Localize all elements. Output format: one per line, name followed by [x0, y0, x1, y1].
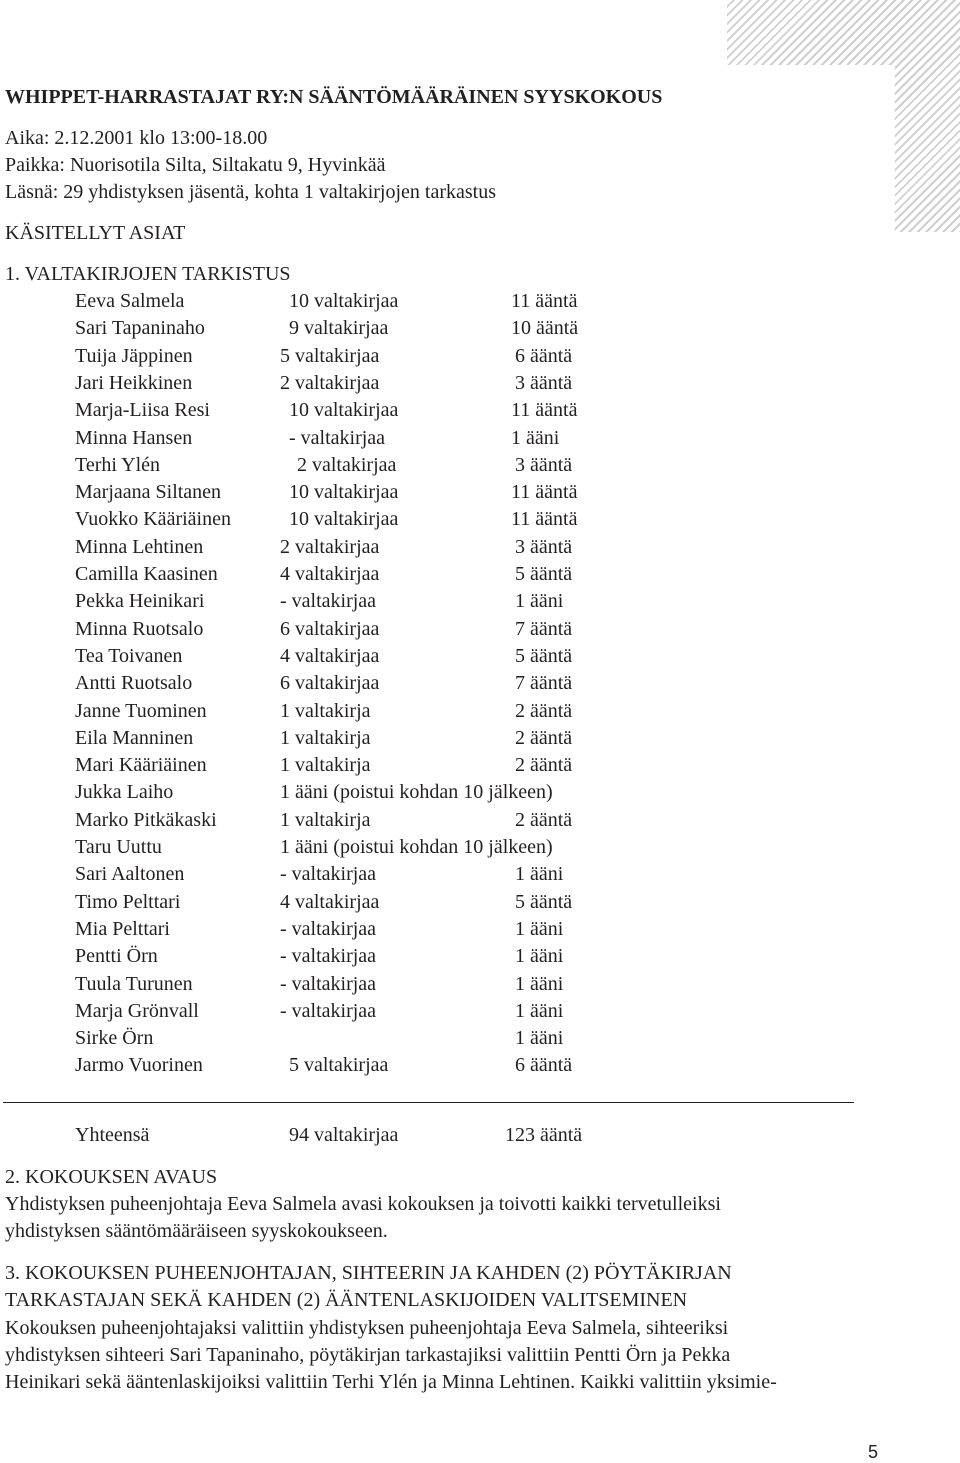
row-proxies: 10 valtakirjaa: [289, 508, 399, 531]
row-proxies: 4 valtakirjaa: [280, 563, 380, 585]
row-proxies: 2 valtakirjaa: [280, 535, 380, 558]
section3-heading-line2: TARKASTAJAN SEKÄ KAHDEN (2) ÄÄNTENLASKIJOIDEN VALITSEMINEN: [5, 1289, 688, 1311]
row-votes: 1 ääni: [515, 972, 564, 995]
section2-heading: 2. KOKOUKSEN AVAUS: [5, 1166, 218, 1188]
row-name: Mia Pelttari: [75, 917, 170, 940]
section3-heading-line1: 3. KOKOUKSEN PUHEENJOHTAJAN, SIHTEERIN JA KAHDEN (2) PÖYTÄKIRJAN: [5, 1262, 732, 1284]
row-name: Camilla Kaasinen: [75, 563, 218, 585]
table-row: [75, 315, 775, 342]
row-proxies: 1 valtakirja: [280, 699, 371, 722]
row-name: Jukka Laiho: [75, 781, 174, 804]
row-name: Janne Tuominen: [75, 699, 207, 722]
table-row: [75, 670, 775, 697]
table-row: [75, 752, 775, 779]
row-name: Eila Manninen: [75, 726, 194, 749]
table-row: [75, 561, 775, 588]
row-votes: 6 ääntä: [515, 1054, 573, 1077]
row-votes: 1 ääni: [515, 1027, 564, 1050]
section2-text-line2: yhdistyksen sääntömääräiseen syyskokoukseen.: [5, 1220, 388, 1242]
row-proxies: 2 valtakirjaa: [280, 371, 380, 394]
row-proxies: 1 ääni (poistui kohdan 10 jälkeen): [280, 836, 553, 858]
row-name: Marja-Liisa Resi: [75, 399, 210, 422]
total-votes: 123 ääntä: [505, 1124, 583, 1146]
meta-aika: Aika: 2.12.2001 klo 13:00-18.00: [5, 127, 268, 149]
row-votes: 11 ääntä: [511, 399, 578, 422]
row-votes: 2 ääntä: [515, 754, 573, 777]
row-proxies: 9 valtakirjaa: [289, 317, 389, 340]
row-proxies: 10 valtakirjaa: [289, 399, 399, 422]
corner-hatch-decoration: [727, 0, 960, 232]
row-name: Sirke Örn: [75, 1027, 154, 1050]
row-proxies: 10 valtakirjaa: [289, 290, 399, 312]
row-proxies: - valtakirjaa: [280, 999, 377, 1022]
row-votes: 2 ääntä: [515, 726, 573, 749]
row-proxies: 4 valtakirjaa: [280, 644, 380, 667]
row-proxies: 1 valtakirja: [280, 754, 371, 777]
row-proxies: - valtakirjaa: [280, 945, 377, 968]
row-name: Minna Hansen: [75, 426, 193, 449]
row-proxies: 4 valtakirjaa: [280, 890, 380, 913]
total-proxies: 94 valtakirjaa: [289, 1124, 399, 1146]
row-votes: 1 ääni: [515, 945, 564, 968]
row-proxies: 6 valtakirjaa: [280, 617, 380, 640]
page-number: 5: [868, 1442, 879, 1462]
row-name: Timo Pelttari: [75, 890, 181, 913]
table-row: [75, 943, 775, 970]
row-name: Sari Aaltonen: [75, 863, 185, 886]
table-row: [75, 397, 775, 424]
row-votes: 1 ääni: [515, 999, 564, 1022]
row-name: Taru Uuttu: [75, 836, 162, 858]
table-row: [75, 834, 775, 861]
row-proxies: 2 valtakirjaa: [297, 453, 397, 476]
row-votes: 1 ääni: [515, 917, 564, 940]
table-row: [75, 1052, 775, 1079]
table-row: [75, 588, 775, 615]
row-name: Mari Kääriäinen: [75, 754, 207, 777]
table-row: [75, 616, 775, 643]
meta-paikka: Paikka: Nuorisotila Silta, Siltakatu 9, Hyvinkää: [5, 154, 386, 176]
row-name: Antti Ruotsalo: [75, 672, 193, 695]
table-row: [75, 889, 775, 916]
row-votes: 10 ääntä: [511, 317, 579, 340]
row-name: Tuula Turunen: [75, 972, 193, 995]
table-row: [75, 807, 775, 834]
row-name: Vuokko Kääriäinen: [75, 508, 231, 531]
table-row: [75, 479, 775, 506]
meta-lasna: Läsnä: 29 yhdistyksen jäsentä, kohta 1 valtakirjojen tarkastus: [5, 181, 496, 203]
row-name: Jarmo Vuorinen: [75, 1054, 203, 1077]
section3-text-line1: Kokouksen puheenjohtajaksi valittiin yhdistyksen puheenjohtaja Eeva Salmela, sihteeriksi: [5, 1317, 729, 1339]
section1-heading: 1. VALTAKIRJOJEN TARKISTUS: [5, 263, 291, 285]
row-name: Eeva Salmela: [75, 290, 185, 312]
table-row: [75, 534, 775, 561]
row-proxies: - valtakirjaa: [289, 426, 386, 449]
row-proxies: 1 valtakirja: [280, 726, 371, 749]
row-votes: 1 ääni: [515, 590, 564, 613]
row-name: Tea Toivanen: [75, 644, 183, 667]
row-proxies: - valtakirjaa: [280, 590, 377, 613]
row-votes: 11 ääntä: [511, 290, 578, 312]
row-votes: 5 ääntä: [515, 644, 573, 667]
row-proxies: 5 valtakirjaa: [280, 344, 380, 367]
table-row: [75, 343, 775, 370]
total-label: Yhteensä: [75, 1124, 150, 1146]
row-name: Minna Lehtinen: [75, 535, 204, 558]
table-row: [75, 779, 775, 806]
row-proxies: 5 valtakirjaa: [289, 1054, 389, 1077]
row-proxies: - valtakirjaa: [280, 917, 377, 940]
row-votes: 7 ääntä: [515, 672, 573, 695]
row-votes: 7 ääntä: [515, 617, 573, 640]
table-row: [75, 643, 775, 670]
row-votes: 2 ääntä: [515, 699, 573, 722]
row-name: Minna Ruotsalo: [75, 617, 204, 640]
row-votes: 1 ääni: [511, 426, 560, 449]
section3-text-line3: Heinikari sekä ääntenlaskijoiksi valittiin Terhi Ylén ja Minna Lehtinen. Kaikki valittiin yksimie-: [5, 1371, 777, 1393]
row-proxies: 1 ääni (poistui kohdan 10 jälkeen): [280, 781, 553, 804]
row-votes: 11 ääntä: [511, 508, 578, 531]
row-name: Pentti Örn: [75, 945, 158, 968]
table-row: [75, 425, 775, 452]
row-votes: 1 ääni: [515, 863, 564, 886]
table-row: [75, 1025, 775, 1052]
table-row: [75, 698, 775, 725]
row-name: Marko Pitkäkaski: [75, 808, 217, 831]
table-row: [75, 452, 775, 479]
document-title: WHIPPET-HARRASTAJAT RY:N SÄÄNTÖMÄÄRÄINEN SYYSKOKOUS: [5, 86, 663, 108]
row-proxies: 1 valtakirja: [280, 808, 371, 831]
row-votes: 3 ääntä: [515, 453, 573, 476]
row-proxies: 10 valtakirjaa: [289, 481, 399, 504]
row-name: Sari Tapaninaho: [75, 317, 205, 340]
row-votes: 11 ääntä: [511, 481, 578, 504]
table-row: [75, 370, 775, 397]
total-divider: [3, 1102, 854, 1103]
table-row: [75, 861, 775, 888]
row-proxies: - valtakirjaa: [280, 972, 377, 995]
row-proxies: 6 valtakirjaa: [280, 672, 380, 695]
row-name: Marjaana Siltanen: [75, 481, 222, 504]
row-name: Marja Grönvall: [75, 999, 199, 1022]
table-row: [75, 725, 775, 752]
table-row: [75, 998, 775, 1025]
section-heading-kasitellyt: KÄSITELLYT ASIAT: [5, 222, 186, 244]
row-name: Tuija Jäppinen: [75, 344, 193, 367]
table-row: [75, 288, 775, 315]
row-proxies: - valtakirjaa: [280, 863, 377, 886]
row-name: Jari Heikkinen: [75, 371, 193, 394]
section2-text-line1: Yhdistyksen puheenjohtaja Eeva Salmela avasi kokouksen ja toivotti kaikki tervetulleiksi: [5, 1193, 721, 1215]
row-name: Pekka Heinikari: [75, 590, 205, 613]
section3-text-line2: yhdistyksen sihteeri Sari Tapaninaho, pöytäkirjan tarkastajiksi valittiin Pentti Örn ja Pekka: [5, 1344, 731, 1366]
table-row: [75, 971, 775, 998]
table-row: [75, 506, 775, 533]
total-row: [75, 1122, 775, 1149]
row-votes: 5 ääntä: [515, 890, 573, 913]
row-votes: 3 ääntä: [515, 371, 573, 394]
row-votes: 2 ääntä: [515, 808, 573, 831]
row-votes: 5 ääntä: [515, 563, 573, 585]
row-votes: 6 ääntä: [515, 344, 573, 367]
table-row: [75, 916, 775, 943]
row-votes: 3 ääntä: [515, 535, 573, 558]
row-name: Terhi Ylén: [75, 453, 161, 476]
